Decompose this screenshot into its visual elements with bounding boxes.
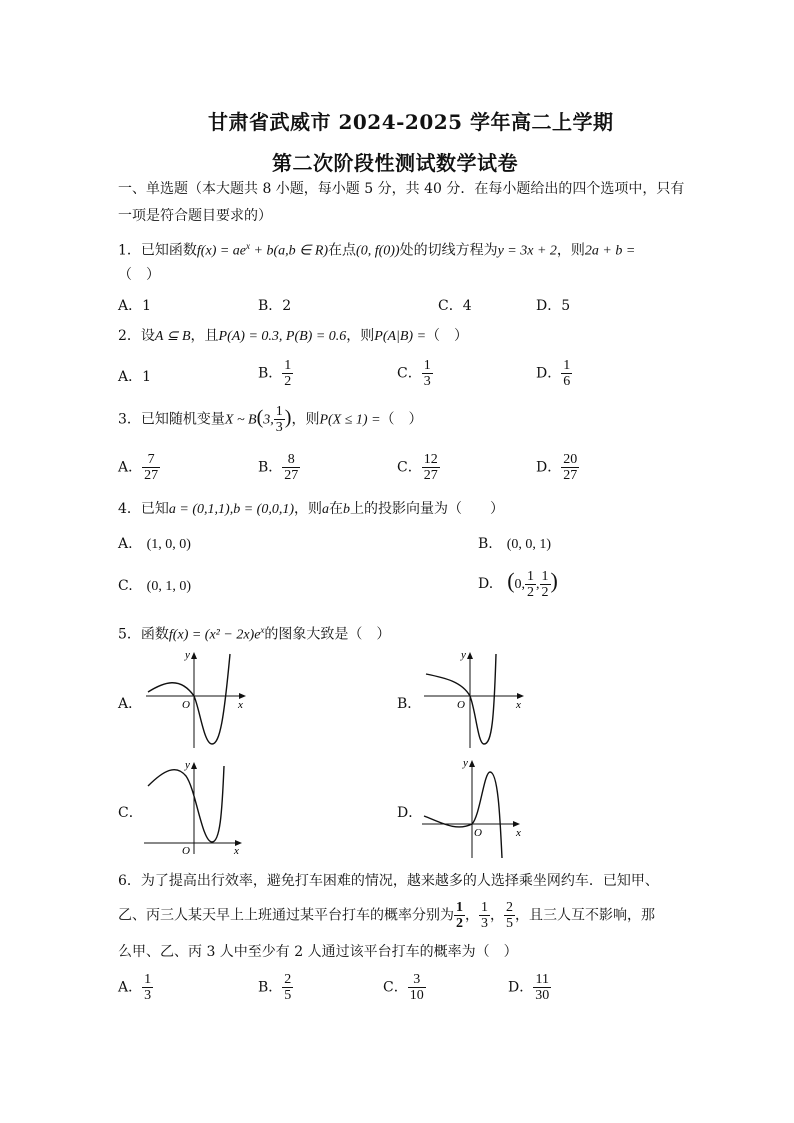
q4-vector-a-value: = (0,1,1), <box>175 502 234 517</box>
q5-option-d[interactable]: D． <box>397 805 423 821</box>
q5-b-axis-y: y <box>461 649 466 661</box>
q4-vector-b: b <box>233 502 241 517</box>
q2-probabilities: P(A) = 0.3, P(B) = 0.6 <box>218 329 347 344</box>
q4-option-c[interactable] <box>118 578 191 595</box>
q1-option-b[interactable]: B．2 <box>258 298 292 314</box>
q2-text-3: ，则 <box>346 328 375 344</box>
q6-option-b[interactable] <box>258 972 293 1003</box>
q6-option-d[interactable] <box>508 972 551 1003</box>
question-number: 1． <box>118 242 141 259</box>
q1-text-3: 处的切线方程为 <box>399 242 498 259</box>
q4-option-d-frac-2: $\frac{1}{2}$ <box>541 568 549 600</box>
q2-paren: （ ） <box>426 328 469 344</box>
q5-b-axis-x: x <box>516 699 521 711</box>
q5-c-axis-y: y <box>185 759 190 771</box>
q4-vector-a-ref: a <box>321 502 329 517</box>
q2-option-c-label: C． <box>397 365 422 382</box>
section-header-line2: 一项是符合题目要求的） <box>118 208 272 224</box>
q4-option-c-value: (0, 1, 0) <box>146 579 191 594</box>
section-header-line1: 一、单选题（本大题共 8 小题，每小题 5 分，共 40 分．在每小题给出的四个选项中，只有 <box>118 181 685 197</box>
q3-option-b[interactable] <box>258 452 300 483</box>
question-6-line3: 么甲、乙、丙 3 人中至少有 2 人通过该平台打车的概率为（ ） <box>118 944 518 960</box>
q2-option-c[interactable] <box>397 358 433 389</box>
q4-text-2: ，则 <box>293 501 322 517</box>
question-number: 4． <box>118 501 141 517</box>
q1-function-domain: + b(a,b ∈ R) <box>250 243 329 259</box>
q6-option-c[interactable] <box>383 972 426 1003</box>
q2-text-2: ，且 <box>190 328 219 344</box>
question-number: 5． <box>118 626 141 643</box>
question-5-stem <box>118 620 390 646</box>
q6-option-c-fraction: $\frac{3}{10}$ <box>409 972 424 1003</box>
q5-graph-a <box>142 648 252 750</box>
q4-text-3: 在 <box>328 501 343 517</box>
q5-d-origin: O <box>474 827 482 839</box>
q1-function: f(x) = ae <box>196 243 247 259</box>
q3-binomial-p: $\frac{1}{3}$ <box>275 404 283 435</box>
q2-option-b-label: B． <box>258 365 283 382</box>
q5-graph-d <box>420 756 530 860</box>
q1-text-2: 在点 <box>328 242 357 259</box>
q4-option-a[interactable] <box>118 536 191 553</box>
q3-option-d-fraction: $\frac{20}{27}$ <box>563 452 578 483</box>
q1-option-c[interactable]: C．4 <box>438 298 472 314</box>
q3-option-c-label: C． <box>397 459 422 476</box>
q3-option-a[interactable] <box>118 452 160 483</box>
q2-set-relation: A ⊆ B <box>154 329 191 344</box>
q2-text: 设 <box>140 328 155 344</box>
q5-graph-c <box>142 758 252 858</box>
q4-option-d-frac-1: $\frac{1}{2}$ <box>527 568 535 600</box>
q3-ask: P(X ≤ 1) = <box>319 412 381 428</box>
question-4-stem <box>118 499 504 520</box>
q5-c-axis-x: x <box>234 845 239 857</box>
q4-vector-a: a <box>168 502 176 517</box>
q3-option-a-fraction: $\frac{7}{27}$ <box>144 452 159 483</box>
q2-option-a[interactable]: A．1 <box>118 369 152 385</box>
question-number: 2． <box>118 328 141 344</box>
q2-option-d-fraction: $\frac{1}{6}$ <box>563 358 571 389</box>
q5-b-origin: O <box>457 699 465 711</box>
question-6-line2: 乙、丙三人某天早上上班通过某平台打车的概率分别为 $\frac{1}{2}$ ， $\frac{1}{3}$ ， $\frac{2}{5}$ ，且三人互不影响，那 <box>118 900 655 931</box>
q1-text: 已知函数 <box>140 242 197 259</box>
q1-exponent: x <box>246 241 251 251</box>
q3-option-b-label: B． <box>258 459 283 476</box>
q6-text-3: ，且三人互不影响，那 <box>515 907 655 924</box>
q5-c-origin: O <box>182 845 190 857</box>
q5-d-axis-x: x <box>516 827 521 839</box>
q2-option-d[interactable] <box>536 358 572 389</box>
q6-option-d-label: D． <box>508 979 534 996</box>
q5-function: f(x) = (x² − 2x)e <box>168 627 261 643</box>
q2-option-b-fraction: $\frac{1}{2}$ <box>284 358 292 389</box>
q5-text-2: 的图象大致是（ ） <box>264 626 391 643</box>
q4-option-c-label: C. <box>118 578 133 594</box>
question-2-stem <box>118 326 468 347</box>
q4-text: 已知 <box>140 501 169 517</box>
q5-text: 函数 <box>140 626 169 643</box>
q5-d-axis-y: y <box>463 757 468 769</box>
q5-option-b[interactable]: B． <box>397 696 422 712</box>
q5-option-a[interactable]: A． <box>118 696 143 712</box>
q4-vector-b-ref: b <box>342 502 350 517</box>
q3-text-2: ，则 <box>291 411 320 428</box>
q6-option-b-label: B． <box>258 979 283 996</box>
q5-option-c[interactable]: C． <box>118 805 143 821</box>
q3-option-a-label: A． <box>118 459 143 476</box>
q6-prob-1: $\frac{1}{2}$ <box>456 900 463 931</box>
q4-option-d[interactable]: D. (0, $\frac{1}{2}$ , $\frac{1}{2}$ ) <box>478 568 558 600</box>
q4-option-b[interactable] <box>478 536 551 553</box>
q5-graph-b <box>420 648 530 750</box>
page-title: 甘肃省武威市 2024-2025 学年高二上学期 <box>208 110 614 134</box>
q6-option-d-fraction: $\frac{11}{30}$ <box>535 972 550 1003</box>
q4-option-a-label: A. <box>118 536 133 552</box>
question-number: 6． <box>118 873 141 889</box>
q6-option-b-fraction: $\frac{2}{5}$ <box>284 972 292 1003</box>
q6-text-2: 乙、丙三人某天早上上班通过某平台打车的概率分别为 <box>118 907 454 924</box>
q2-option-b[interactable] <box>258 358 293 389</box>
question-3-stem: 3．已知随机变量X ~ B(3, $\frac{1}{3}$ )，则P(X ≤ 1) =（ ） <box>118 404 423 435</box>
q3-option-d-label: D． <box>536 459 562 476</box>
question-number: 3． <box>118 411 141 428</box>
q6-prob-3: $\frac{2}{5}$ <box>506 900 513 931</box>
q6-option-c-label: C． <box>383 979 408 996</box>
q6-text-1: 为了提高出行效率，避免打车困难的情况，越来越多的人选择乘坐网约车．已知甲、 <box>140 873 659 889</box>
q2-ask: P(A|B) = <box>374 329 427 344</box>
q1-text-4: ，则 <box>556 242 585 259</box>
q6-prob-2: $\frac{1}{3}$ <box>481 900 488 931</box>
q3-option-c[interactable] <box>397 452 440 483</box>
q3-option-d[interactable] <box>536 452 579 483</box>
q3-variable: X ~ B <box>224 412 257 428</box>
question-1-stem <box>118 236 635 262</box>
q2-option-c-fraction: $\frac{1}{3}$ <box>423 358 431 389</box>
q4-option-b-label: B. <box>478 536 493 552</box>
q6-option-a[interactable] <box>118 972 153 1003</box>
question-6-line1 <box>118 871 659 891</box>
q2-option-d-label: D． <box>536 365 562 382</box>
q3-option-c-fraction: $\frac{12}{27}$ <box>423 452 438 483</box>
q4-option-b-value: (0, 0, 1) <box>506 537 552 552</box>
q3-option-b-fraction: $\frac{8}{27}$ <box>284 452 299 483</box>
q1-point: (0, f(0)) <box>356 243 400 259</box>
page-subtitle: 第二次阶段性测试数学试卷 <box>272 151 518 175</box>
q1-tangent-equation: y = 3x + 2 <box>497 243 557 259</box>
q1-paren: （ ） <box>118 267 160 283</box>
q3-text: 已知随机变量 <box>140 411 225 428</box>
q5-a-axis-y: y <box>185 649 190 661</box>
q6-option-a-label: A． <box>118 979 143 996</box>
q3-binomial-n: 3, <box>263 412 274 428</box>
q4-text-4: 上的投影向量为（ ） <box>349 501 504 517</box>
q4-option-d-label: D. <box>478 576 494 592</box>
q1-option-a[interactable]: A．1 <box>118 298 152 314</box>
q5-a-axis-x: x <box>238 699 243 711</box>
q3-paren: （ ） <box>380 411 423 428</box>
q1-option-d[interactable]: D．5 <box>536 298 571 314</box>
q4-option-a-value: (1, 0, 0) <box>146 537 191 552</box>
q4-vector-b-value: = (0,0,1) <box>240 502 294 517</box>
q4-option-d-first: 0, <box>514 577 526 592</box>
q6-option-a-fraction: $\frac{1}{3}$ <box>144 972 152 1003</box>
q5-a-origin: O <box>182 699 190 711</box>
q1-ask: 2a + b = <box>584 243 636 259</box>
q5-exponent: x <box>260 625 265 635</box>
